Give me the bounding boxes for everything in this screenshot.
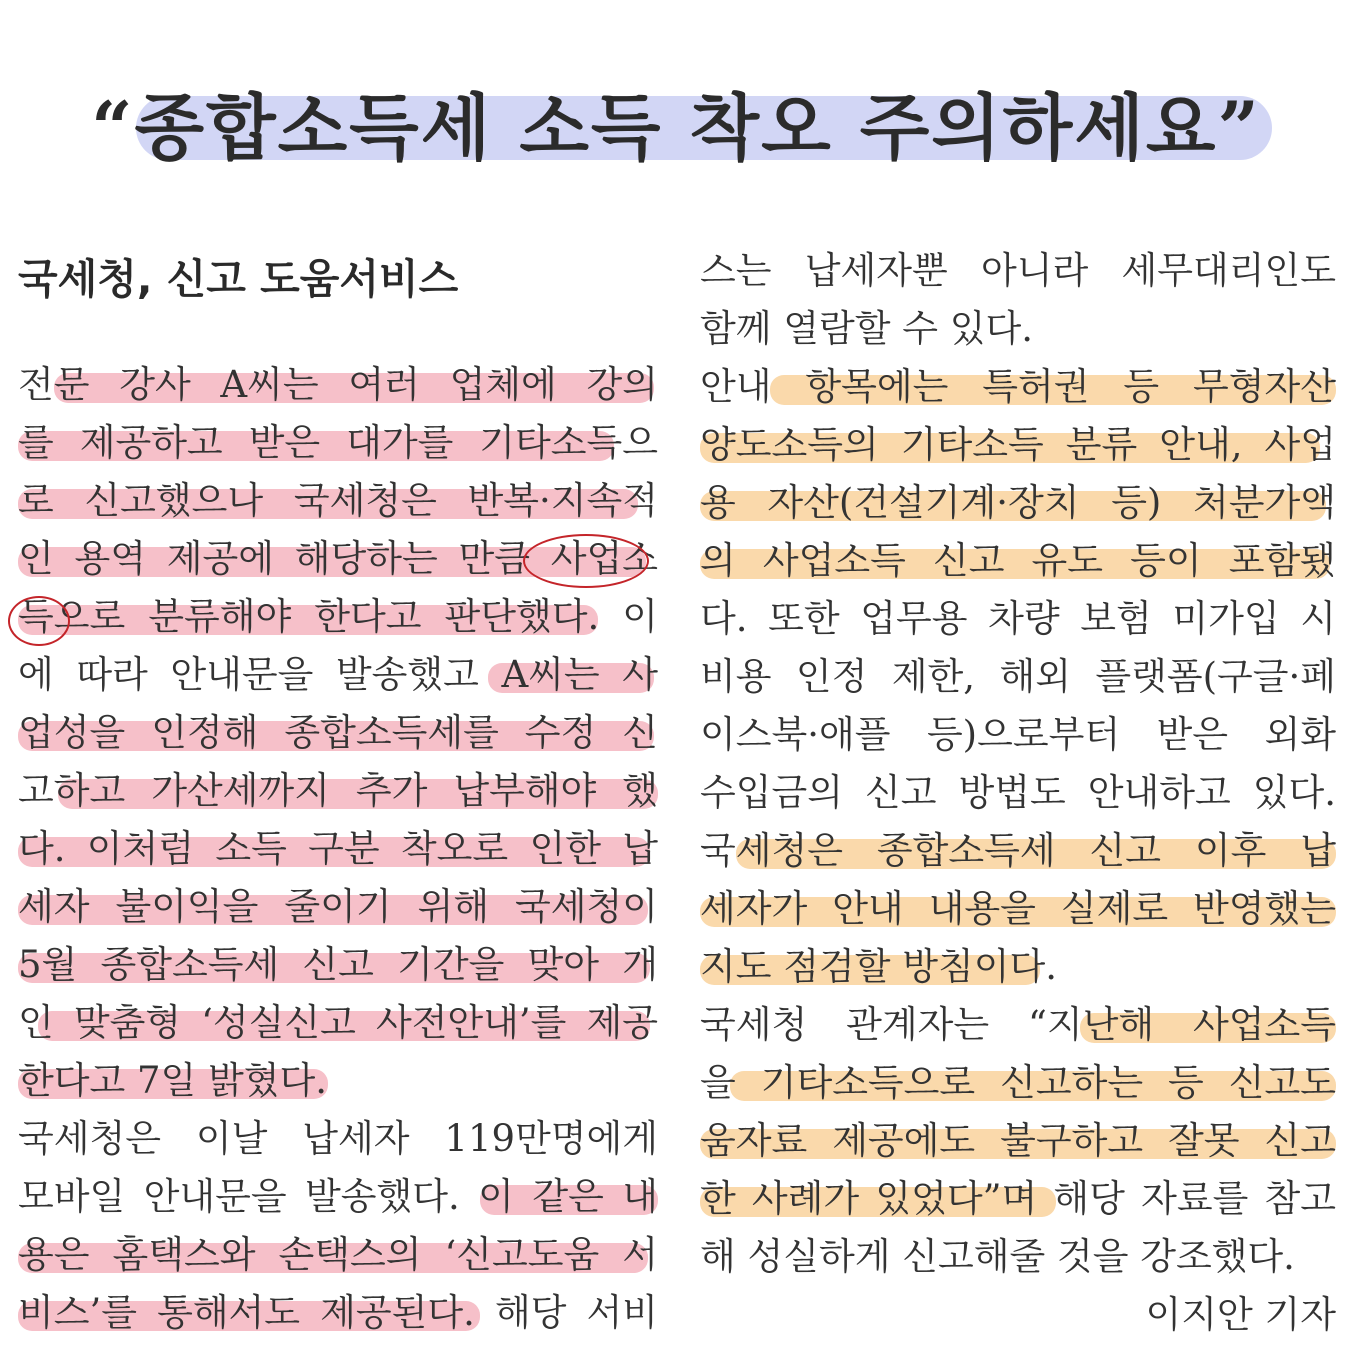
body-line: 수입금의 신고 방법도 안내하고 있다. xyxy=(700,771,1336,814)
body-line: 5월 종합소득세 신고 기간을 맞아 개 xyxy=(18,943,658,986)
body-line: 득으로 분류해야 한다고 판단했다. 이 xyxy=(18,588,658,646)
right-column xyxy=(700,242,1336,1344)
body-line: 로 신고했으나 국세청은 반복·지속적 xyxy=(18,479,658,522)
byline: 이지안 기자 xyxy=(1145,1293,1336,1336)
body-line: 다. 이처럼 소득 구분 착오로 인한 납 xyxy=(18,827,658,870)
body-line: 함께 열람할 수 있다. xyxy=(700,307,1033,350)
body-line: 인 용역 제공에 해당하는 만큼 사업소 xyxy=(18,530,658,588)
subheadline: 국세청, 신고 도움서비스 xyxy=(18,255,459,303)
body-line: 인 맞춤형 ‘성실신고 사전안내’를 제공 xyxy=(18,1001,658,1044)
body-line: 고하고 가산세까지 추가 납부해야 했 xyxy=(18,769,658,812)
body-line: 움자료 제공에도 불구하고 잘못 신고 xyxy=(700,1119,1336,1162)
body-line: 용은 홈택스와 손택스의 ‘신고도움 서 xyxy=(18,1233,658,1276)
body-line: 의 사업소득 신고 유도 등이 포함됐 xyxy=(700,539,1336,582)
body-line: 용 자산(건설기계·장치 등) 처분가액 xyxy=(700,481,1336,524)
body-line: 전문 강사 A씨는 여러 업체에 강의 xyxy=(18,363,658,406)
body-line: 를 제공하고 받은 대가를 기타소득으 xyxy=(18,421,658,464)
body-line: 세자가 안내 내용을 실제로 반영했는 xyxy=(700,887,1336,930)
body-line: 비용 인정 제한, 해외 플랫폼(구글·페 xyxy=(700,655,1336,698)
left-column xyxy=(18,242,658,1342)
headline-block xyxy=(0,78,1352,188)
body-line: 이스북·애플 등)으로부터 받은 외화 xyxy=(700,713,1336,756)
body-line: 한다고 7일 밝혔다. xyxy=(18,1059,328,1102)
body-line: 한 사례가 있었다”며 해당 자료를 참고 xyxy=(700,1177,1336,1220)
body-line: 안내 항목에는 특허권 등 무형자산 xyxy=(700,365,1336,408)
headline: “종합소득세 소득 착오 주의하세요” xyxy=(91,85,1261,170)
body-line: 양도소득의 기타소득 분류 안내, 사업 xyxy=(700,423,1336,466)
body-line: 세자 불이익을 줄이기 위해 국세청이 xyxy=(18,885,658,928)
body-line: 비스’를 통해서도 제공된다. 해당 서비 xyxy=(18,1291,658,1334)
body-line: 국세청은 종합소득세 신고 이후 납 xyxy=(700,829,1336,872)
body-line: 모바일 안내문을 발송했다. 이 같은 내 xyxy=(18,1175,658,1218)
body-line: 다. 또한 업무용 차량 보험 미가입 시 xyxy=(700,597,1336,640)
body-line: 을 기타소득으로 신고하는 등 신고도 xyxy=(700,1061,1336,1104)
body-line: 에 따라 안내문을 발송했고 A씨는 사 xyxy=(18,653,658,696)
body-line: 지도 점검할 방침이다. xyxy=(700,945,1057,988)
body-line: 스는 납세자뿐 아니라 세무대리인도 xyxy=(700,249,1336,292)
body-line: 국세청 관계자는 “지난해 사업소득 xyxy=(700,1003,1336,1046)
body-line: 국세청은 이날 납세자 119만명에게 xyxy=(18,1117,658,1160)
body-line: 해 성실하게 신고해줄 것을 강조했다. xyxy=(700,1235,1295,1278)
body-line: 업성을 인정해 종합소득세를 수정 신 xyxy=(18,711,658,754)
